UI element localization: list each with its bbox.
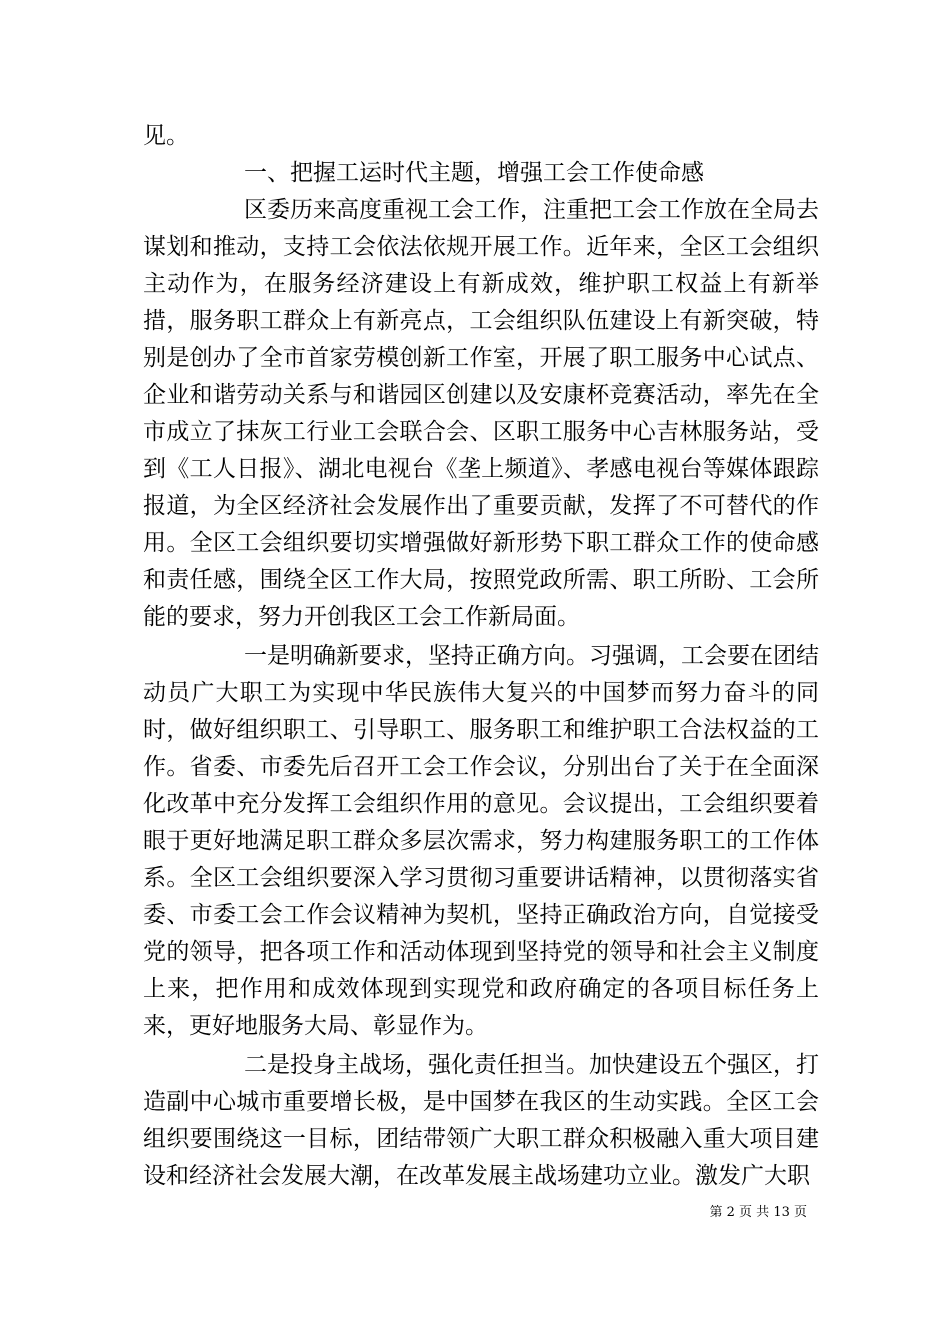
page-number-footer: 第 2 页 共 13 页 <box>709 1205 807 1220</box>
paragraph-main-battlefield: 二是投身主战场，强化责任担当。加快建设五个强区，打造副中心城市重要增长极，是中国梦在我区的生动实践。全区工会组织要围绕这一目标，团结带领广大职工群众积极融入重大项目建设和经济社会发展大潮，在改革发展主战场建功立业。激发广大职 <box>143 1052 819 1189</box>
paragraph-continuation: 见。 <box>143 123 189 149</box>
paragraph-new-requirements: 一是明确新要求，坚持正确方向。习强调，工会要在团结动员广大职工为实现中华民族伟大复兴的中国梦而努力奋斗的同时，做好组织职工、引导职工、服务职工和维护职工合法权益的工作。省委、市委先后召开工会工作会议，分别出台了关于在全面深化改革中充分发挥工会组织作用的意见。会议提出，工会组织要着眼于更好地满足职工群众多层次需求，努力构建服务职工的工作体系。全区工会组织要深入学习贯彻习重要讲话精神，以贯彻落实省委、市委工会工作会议精神为契机，坚持正确政治方向，自觉接受党的领导，把各项工作和活动体现到坚持党的领导和社会主义制度上来，把作用和成效体现到实现党和政府确定的各项目标任务上来，更好地服务大局、彰显作为。 <box>143 643 819 1039</box>
paragraph-union-achievements: 区委历来高度重视工会工作，注重把工会工作放在全局去谋划和推动，支持工会依法依规开展工作。近年来，全区工会组织主动作为，在服务经济建设上有新成效，维护职工权益上有新举措，服务职工群众上有新亮点，工会组织队伍建设上有新突破，特别是创办了全市首家劳模创新工作室，开展了职工服务中心试点、企业和谐劳动关系与和谐园区创建以及安康杯竞赛活动，率先在全市成立了抹灰工行业工会联合会、区职工服务中心吉林服务站，受到《工人日报》、湖北电视台《垄上频道》、孝感电视台等媒体跟踪报道，为全区经济社会发展作出了重要贡献，发挥了不可替代的作用。全区工会组织要切实增强做好新形势下职工群众工作的使命感和责任感，围绕全区工作大局，按照党政所需、职工所盼、工会所能的要求，努力开创我区工会工作新局面。 <box>143 197 819 630</box>
section-heading: 一、把握工运时代主题，增强工会工作使命感 <box>244 160 704 186</box>
document-body <box>143 118 819 1195</box>
